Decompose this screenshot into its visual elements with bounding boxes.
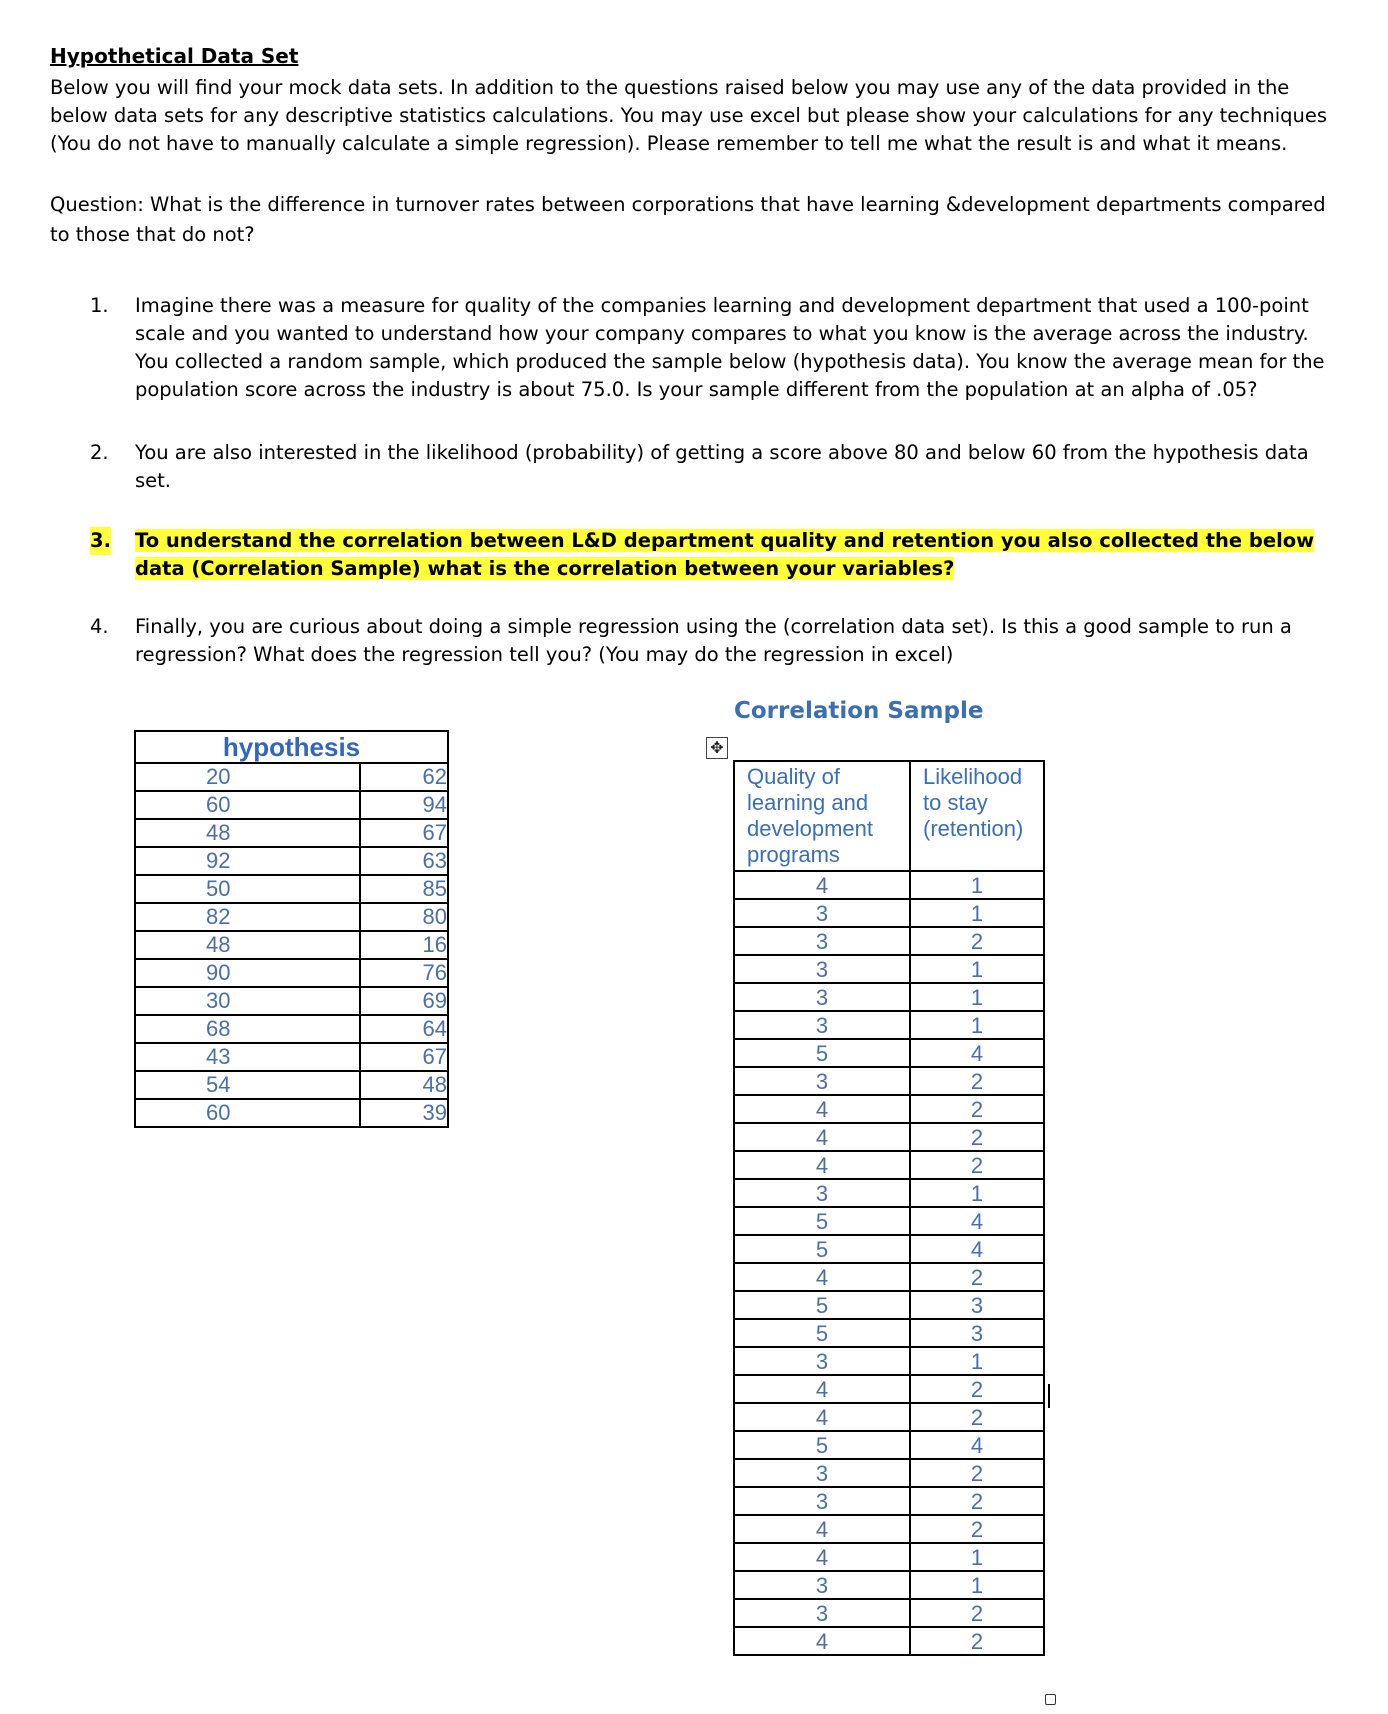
quality-cell: 4	[734, 1375, 910, 1403]
correlation-table	[733, 760, 1045, 1656]
correlation-row	[734, 1067, 1044, 1095]
item-text: You are also interested in the likelihood (probability) of getting a score above 80 and below 60 from the hypothesis data set.	[135, 441, 1309, 492]
quality-cell: 4	[734, 1627, 910, 1655]
retention-cell: 2	[910, 927, 1044, 955]
correlation-row	[734, 1599, 1044, 1627]
quality-cell: 5	[734, 1431, 910, 1459]
correlation-row	[734, 1515, 1044, 1543]
retention-cell: 4	[910, 1431, 1044, 1459]
retention-cell: 1	[910, 1347, 1044, 1375]
retention-cell: 2	[910, 1375, 1044, 1403]
correlation-row	[734, 1487, 1044, 1515]
item-text	[135, 527, 1345, 583]
table-resize-handle[interactable]	[1045, 1694, 1056, 1705]
hypothesis-cell: 92	[135, 847, 360, 875]
hypothesis-cell: 16	[360, 931, 448, 959]
hypothesis-row	[135, 903, 448, 931]
quality-cell: 3	[734, 1599, 910, 1627]
quality-cell: 4	[734, 1543, 910, 1571]
quality-cell: 3	[734, 1067, 910, 1095]
correlation-sample-title: Correlation Sample	[734, 698, 984, 724]
correlation-row	[734, 1207, 1044, 1235]
item-number: 1.	[90, 294, 109, 317]
retention-cell: 2	[910, 1599, 1044, 1627]
correlation-row	[734, 1095, 1044, 1123]
correlation-row	[734, 983, 1044, 1011]
correlation-row	[734, 871, 1044, 899]
correlation-row	[734, 1011, 1044, 1039]
retention-cell: 1	[910, 1179, 1044, 1207]
item-text: Finally, you are curious about doing a simple regression using the (correlation data set). Is this a good sample to run a regression? What does the regression tell you? (You may do the regression in excel)	[135, 615, 1292, 666]
document-title: Hypothetical Data Set	[50, 44, 299, 68]
hypothesis-row	[135, 1071, 448, 1099]
quality-cell: 5	[734, 1039, 910, 1067]
hypothesis-cell: 48	[135, 931, 360, 959]
hypothesis-cell: 43	[135, 1043, 360, 1071]
hypothesis-row	[135, 875, 448, 903]
hypothesis-cell: 94	[360, 791, 448, 819]
retention-cell: 1	[910, 1011, 1044, 1039]
quality-cell: 4	[734, 871, 910, 899]
retention-cell: 2	[910, 1095, 1044, 1123]
correlation-row	[734, 1627, 1044, 1655]
retention-cell: 1	[910, 899, 1044, 927]
quality-cell: 3	[734, 1347, 910, 1375]
retention-cell: 2	[910, 1123, 1044, 1151]
retention-cell: 1	[910, 871, 1044, 899]
quality-cell: 4	[734, 1095, 910, 1123]
hypothesis-cell: 60	[135, 1099, 360, 1127]
hypothesis-cell: 85	[360, 875, 448, 903]
quality-cell: 5	[734, 1235, 910, 1263]
correlation-row	[734, 1123, 1044, 1151]
correlation-row	[734, 1571, 1044, 1599]
quality-cell: 3	[734, 899, 910, 927]
quality-cell: 3	[734, 955, 910, 983]
retention-cell: 1	[910, 1543, 1044, 1571]
quality-cell: 4	[734, 1515, 910, 1543]
quality-cell: 3	[734, 1487, 910, 1515]
retention-cell: 1	[910, 955, 1044, 983]
hypothesis-cell: 30	[135, 987, 360, 1015]
text-cursor	[1048, 1384, 1050, 1408]
quality-cell: 4	[734, 1151, 910, 1179]
hypothesis-cell: 64	[360, 1015, 448, 1043]
correlation-row	[734, 927, 1044, 955]
correlation-row	[734, 1403, 1044, 1431]
correlation-row	[734, 1263, 1044, 1291]
hypothesis-cell: 82	[135, 903, 360, 931]
hypothesis-cell: 48	[135, 819, 360, 847]
correlation-row	[734, 1375, 1044, 1403]
retention-cell: 4	[910, 1207, 1044, 1235]
retention-cell: 2	[910, 1487, 1044, 1515]
hypothesis-cell: 54	[135, 1071, 360, 1099]
table-move-handle-icon[interactable]: ✥	[706, 737, 728, 759]
hypothesis-row	[135, 763, 448, 791]
hypothesis-cell: 50	[135, 875, 360, 903]
quality-cell: 4	[734, 1123, 910, 1151]
correlation-row	[734, 1431, 1044, 1459]
retention-cell: 2	[910, 1263, 1044, 1291]
hypothesis-cell: 69	[360, 987, 448, 1015]
quality-cell: 3	[734, 983, 910, 1011]
intro-paragraph: Below you will find your mock data sets. In addition to the questions raised below you may use any of the data provided in the below data sets for any descriptive statistics calculations. You may use excel but please show your calculations for any techniques (You do not have to manually calculate a simple regression). Please remember to tell me what the result is and what it means.	[50, 76, 1328, 155]
retention-cell: 3	[910, 1291, 1044, 1319]
correlation-row	[734, 1039, 1044, 1067]
retention-cell: 2	[910, 1515, 1044, 1543]
correlation-row	[734, 1151, 1044, 1179]
quality-cell: 5	[734, 1319, 910, 1347]
hypothesis-cell: 67	[360, 1043, 448, 1071]
quality-cell: 4	[734, 1263, 910, 1291]
hypothesis-row	[135, 819, 448, 847]
hypothesis-row	[135, 1043, 448, 1071]
correlation-row	[734, 1543, 1044, 1571]
hypothesis-row	[135, 1015, 448, 1043]
retention-cell: 2	[910, 1151, 1044, 1179]
quality-cell: 3	[734, 927, 910, 955]
item-number: 4.	[90, 615, 109, 638]
hypothesis-row	[135, 1099, 448, 1127]
hypothesis-row	[135, 791, 448, 819]
retention-cell: 4	[910, 1235, 1044, 1263]
retention-cell: 4	[910, 1039, 1044, 1067]
hypothesis-cell: 62	[360, 763, 448, 791]
hypothesis-table	[134, 730, 449, 1128]
hypothesis-cell: 48	[360, 1071, 448, 1099]
quality-cell: 3	[734, 1179, 910, 1207]
retention-cell: 2	[910, 1403, 1044, 1431]
question-paragraph: Question: What is the difference in turnover rates between corporations that have learning &development departments compared to those that do not?	[50, 193, 1326, 246]
hypothesis-row	[135, 959, 448, 987]
correlation-row	[734, 1347, 1044, 1375]
correlation-row	[734, 1319, 1044, 1347]
hypothesis-cell: 20	[135, 763, 360, 791]
hypothesis-cell: 90	[135, 959, 360, 987]
hypothesis-cell: 68	[135, 1015, 360, 1043]
correlation-row	[734, 955, 1044, 983]
retention-cell: 2	[910, 1459, 1044, 1487]
quality-cell: 5	[734, 1291, 910, 1319]
hypothesis-cell: 67	[360, 819, 448, 847]
hypothesis-row	[135, 987, 448, 1015]
hypothesis-cell: 39	[360, 1099, 448, 1127]
hypothesis-row	[135, 931, 448, 959]
retention-cell: 2	[910, 1067, 1044, 1095]
quality-cell: 3	[734, 1011, 910, 1039]
quality-cell: 3	[734, 1459, 910, 1487]
correlation-row	[734, 1179, 1044, 1207]
highlighted-text: To understand the correlation between L&D department quality and retention you also collected the below data (Correlation Sample) what is the correlation between your variables?	[135, 529, 1315, 580]
quality-cell: 5	[734, 1207, 910, 1235]
hypothesis-cell: 76	[360, 959, 448, 987]
correlation-row	[734, 1291, 1044, 1319]
item-text: Imagine there was a measure for quality of the companies learning and development department that used a 100-point scale and you wanted to understand how your company compares to what you know is the average across the industry. You collected a random sample, which produced the sample below (hypothesis data). You know the average mean for the population score across the industry is about 75.0. Is your sample different from the population at an alpha of .05?	[135, 294, 1325, 401]
retention-cell: 1	[910, 1571, 1044, 1599]
correlation-row	[734, 899, 1044, 927]
item-number: 3.	[90, 527, 111, 555]
correlation-row	[734, 1459, 1044, 1487]
retention-cell: 2	[910, 1627, 1044, 1655]
hypothesis-cell: 60	[135, 791, 360, 819]
quality-cell: 4	[734, 1403, 910, 1431]
item-number: 2.	[90, 441, 109, 464]
correlation-col2-header: Likelihood to stay (retention)	[910, 761, 1044, 871]
correlation-row	[734, 1235, 1044, 1263]
hypothesis-row	[135, 847, 448, 875]
quality-cell: 3	[734, 1571, 910, 1599]
hypothesis-cell: 63	[360, 847, 448, 875]
retention-cell: 3	[910, 1319, 1044, 1347]
hypothesis-header: hypothesis	[135, 731, 448, 763]
retention-cell: 1	[910, 983, 1044, 1011]
hypothesis-cell: 80	[360, 903, 448, 931]
correlation-col1-header: Quality of learning and development programs	[734, 761, 910, 871]
